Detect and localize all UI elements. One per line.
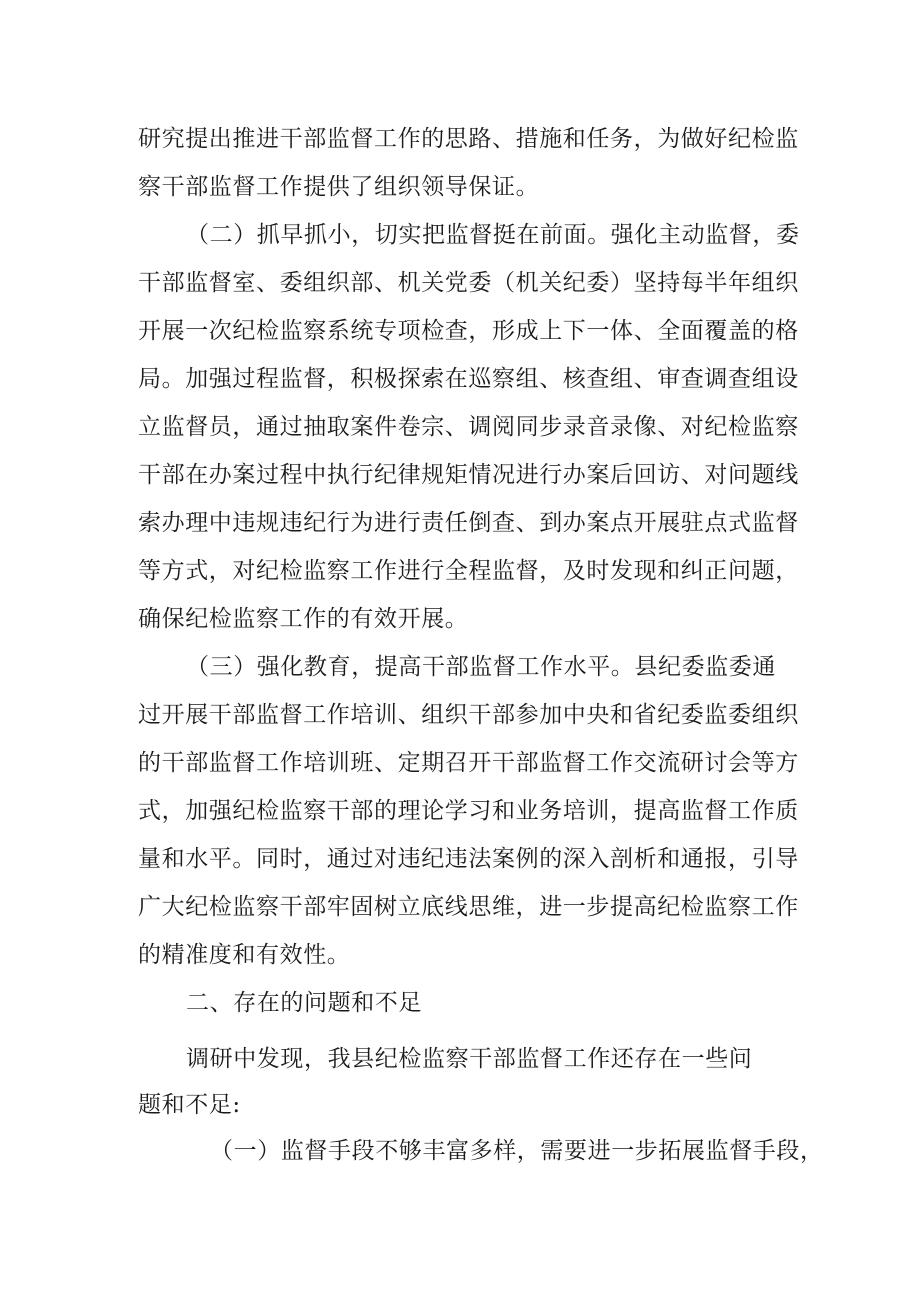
paragraph-line: 过开展干部监督工作培训、组织干部参加中央和省纪委监委组织: [138, 702, 799, 728]
paragraph-line: （二）抓早抓小，切实把监督挺在前面。强化主动监督，委: [186, 222, 800, 248]
paragraph-line: （一）监督手段不够丰富多样，需要进一步拓展监督手段，: [210, 1138, 824, 1164]
paragraph-line: 干部监督室、委组织部、机关党委（机关纪委）坚持每半年组织: [138, 270, 799, 296]
paragraph-line: 确保纪检监察工作的有效开展。: [138, 606, 469, 632]
paragraph-line: 等方式，对纪检监察工作进行全程监督，及时发现和纠正问题，: [138, 558, 799, 584]
paragraph-line: 立监督员，通过抽取案件卷宗、调阅同步录音录像、对纪检监察: [138, 414, 799, 440]
paragraph-line: 察干部监督工作提供了组织领导保证。: [138, 174, 540, 200]
paragraph-line: 研究提出推进干部监督工作的思路、措施和任务，为做好纪检监: [138, 126, 799, 152]
paragraph-line: 题和不足:: [138, 1092, 241, 1118]
section-heading: 二、存在的问题和不足: [186, 990, 422, 1016]
paragraph-line: 式，加强纪检监察干部的理论学习和业务培训，提高监督工作质: [138, 798, 799, 824]
paragraph-line: 局。加强过程监督，积极探索在巡察组、核查组、审查调查组设: [138, 366, 799, 392]
paragraph-line: 广大纪检监察干部牢固树立底线思维，进一步提高纪检监察工作: [138, 894, 799, 920]
paragraph-line: 调研中发现，我县纪检监察干部监督工作还存在一些问: [186, 1046, 753, 1072]
paragraph-line: （三）强化教育，提高干部监督工作水平。县纪委监委通: [186, 654, 776, 680]
paragraph-line: 量和水平。同时，通过对违纪违法案例的深入剖析和通报，引导: [138, 846, 799, 872]
paragraph-line: 的干部监督工作培训班、定期召开干部监督工作交流研讨会等方: [138, 750, 799, 776]
paragraph-line: 干部在办案过程中执行纪律规矩情况进行办案后回访、对问题线: [138, 462, 799, 488]
paragraph-line: 开展一次纪检监察系统专项检查，形成上下一体、全面覆盖的格: [138, 318, 799, 344]
paragraph-line: 的精准度和有效性。: [138, 942, 351, 968]
paragraph-line: 索办理中违规违纪行为进行责任倒查、到办案点开展驻点式监督: [138, 510, 799, 536]
